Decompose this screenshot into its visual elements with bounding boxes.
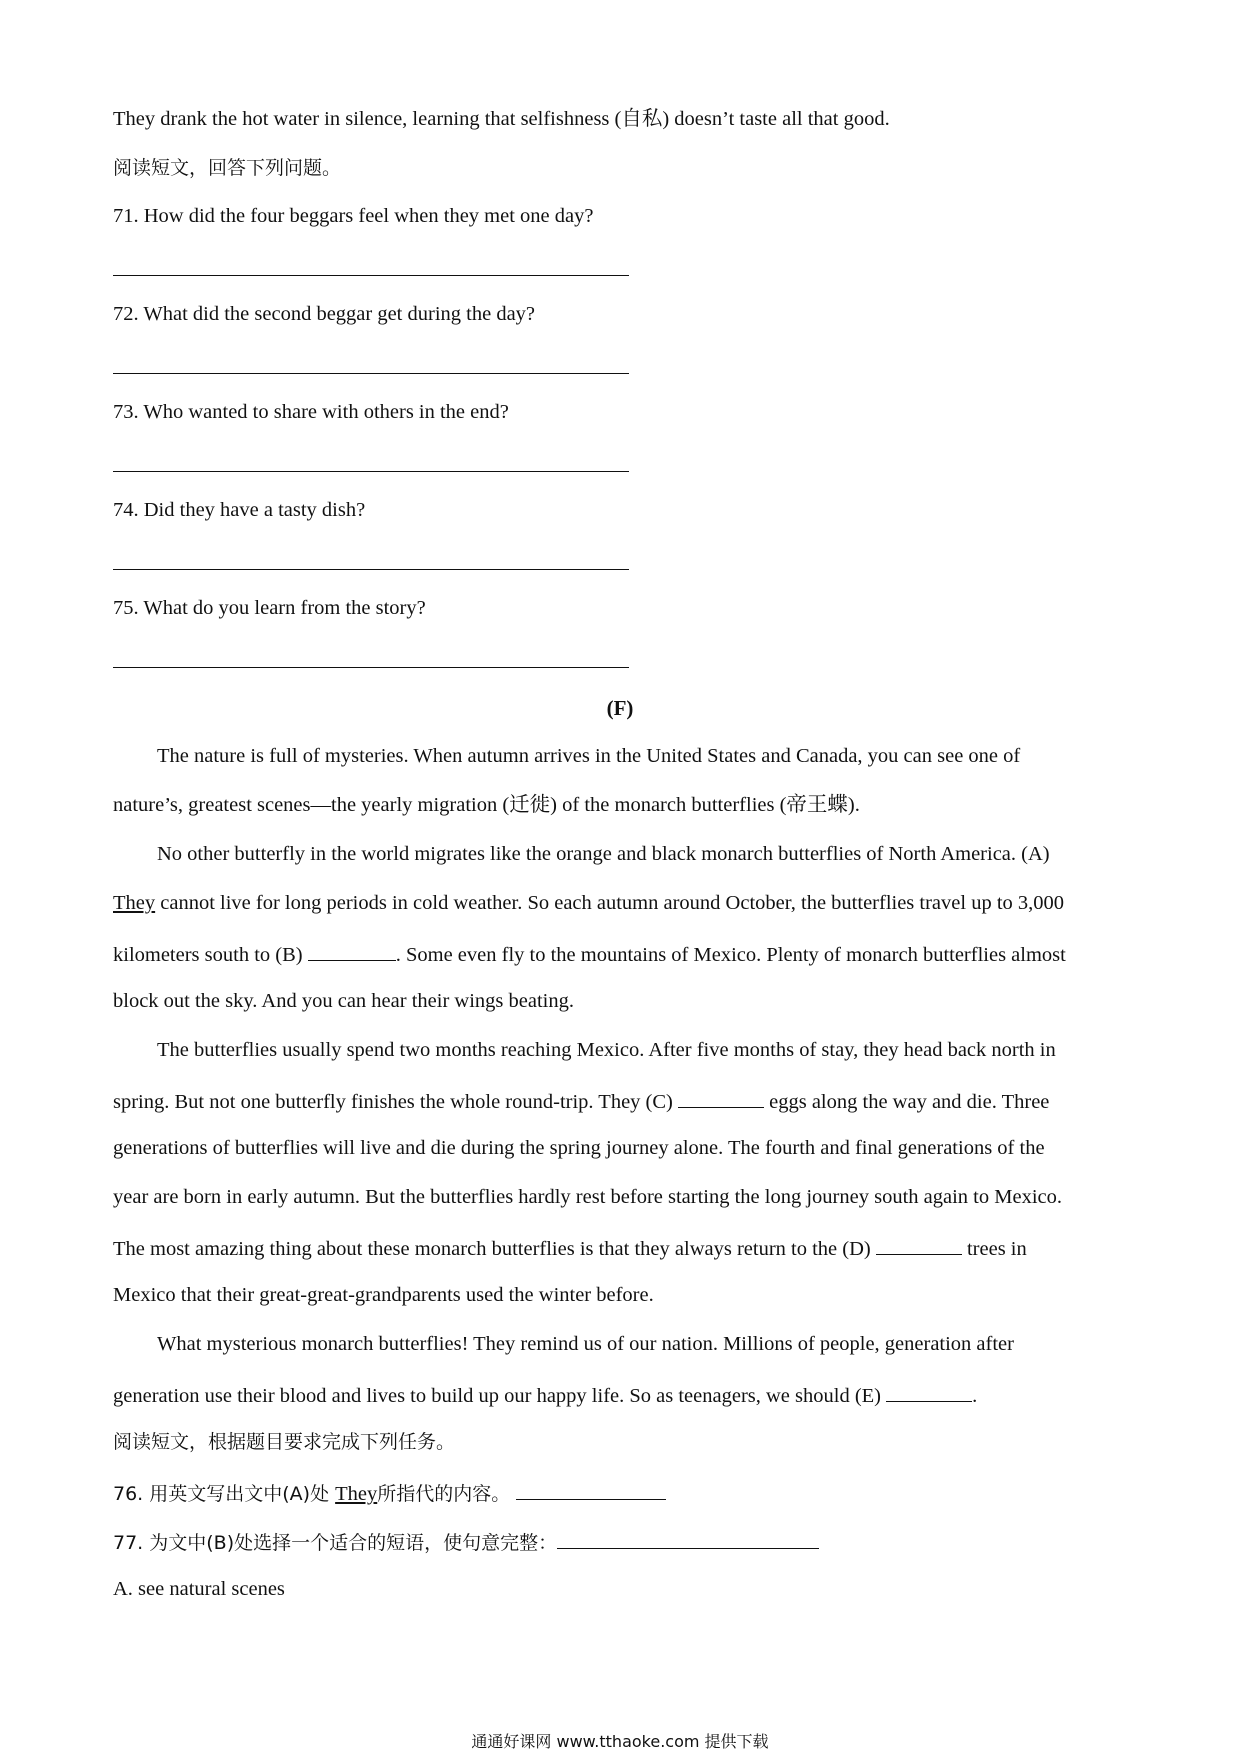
answer-line-75[interactable]: [113, 667, 629, 668]
blank-d[interactable]: [876, 1232, 962, 1255]
passage-line: What mysterious monarch butterflies! They remind us of our nation. Millions of people, generation after: [157, 1333, 1014, 1355]
answer-line-71[interactable]: [113, 275, 629, 276]
passage-line: They cannot live for long periods in cold weather. So each autumn around October, the butterflies travel up to 3,000: [113, 892, 1065, 914]
passage-line: The nature is full of mysteries. When autumn arrives in the United States and Canada, you can see one of: [157, 745, 1021, 767]
passage-line: No other butterfly in the world migrates like the orange and black monarch butterflies of North America. (A): [157, 843, 1050, 865]
passage-line: The butterflies usually spend two months reaching Mexico. After five months of stay, they head back north in: [157, 1039, 1056, 1061]
answer-line-73[interactable]: [113, 471, 629, 472]
answer-line-74[interactable]: [113, 569, 629, 570]
blank-e[interactable]: [886, 1379, 972, 1402]
question-72: 72. What did the second beggar get during the day?: [113, 303, 536, 325]
question-74: 74. Did they have a tasty dish?: [113, 499, 366, 521]
passage-line: kilometers south to (B) . Some even fly to the mountains of Mexico. Plenty of monarch butterflies almost: [113, 938, 1066, 969]
passage-line: generations of butterflies will live and die during the spring journey alone. The fourth and final generations of the: [113, 1137, 1045, 1159]
underlined-they: They: [113, 892, 156, 914]
answer-blank-77[interactable]: [557, 1526, 819, 1549]
instruction-f: 阅读短文，根据题目要求完成下列任务。: [113, 1431, 456, 1453]
answer-line-72[interactable]: [113, 373, 629, 374]
task-76: 76. 用英文写出文中(A)处 They所指代的内容。: [113, 1477, 666, 1508]
task-77: 77. 为文中(B)处选择一个适合的短语，使句意完整：: [113, 1526, 819, 1557]
passage-line: The most amazing thing about these monarch butterflies is that they always return to the (D) trees in: [113, 1232, 1027, 1263]
passage-line: year are born in early autumn. But the butterflies hardly rest before starting the long journey south again to Mexico.: [113, 1186, 1062, 1208]
passage-line: nature’s, greatest scenes—the yearly migration (迁徙) of the monarch butterflies (帝王蝶).: [113, 794, 860, 816]
instruction-e: 阅读短文，回答下列问题。: [113, 157, 342, 179]
footer-watermark: 通通好课网 www.tthaoke.com 提供下载: [471, 1732, 769, 1751]
question-71: 71. How did the four beggars feel when they met one day?: [113, 205, 594, 227]
question-75: 75. What do you learn from the story?: [113, 597, 426, 619]
blank-b[interactable]: [308, 938, 396, 961]
passage-line: Mexico that their great-great-grandparents used the winter before.: [113, 1284, 654, 1306]
answer-blank-76[interactable]: [516, 1477, 666, 1500]
question-73: 73. Who wanted to share with others in the end?: [113, 401, 509, 423]
blank-c[interactable]: [678, 1085, 764, 1108]
story-closing-line: They drank the hot water in silence, learning that selfishness (自私) doesn’t taste all that good.: [113, 108, 890, 130]
option-a: A. see natural scenes: [113, 1578, 285, 1600]
section-title: (F): [606, 696, 634, 720]
passage-line: block out the sky. And you can hear their wings beating.: [113, 990, 574, 1012]
passage-line: spring. But not one butterfly finishes the whole round-trip. They (C) eggs along the way and die. Three: [113, 1085, 1049, 1116]
passage-line: generation use their blood and lives to build up our happy life. So as teenagers, we should (E) .: [113, 1379, 977, 1410]
